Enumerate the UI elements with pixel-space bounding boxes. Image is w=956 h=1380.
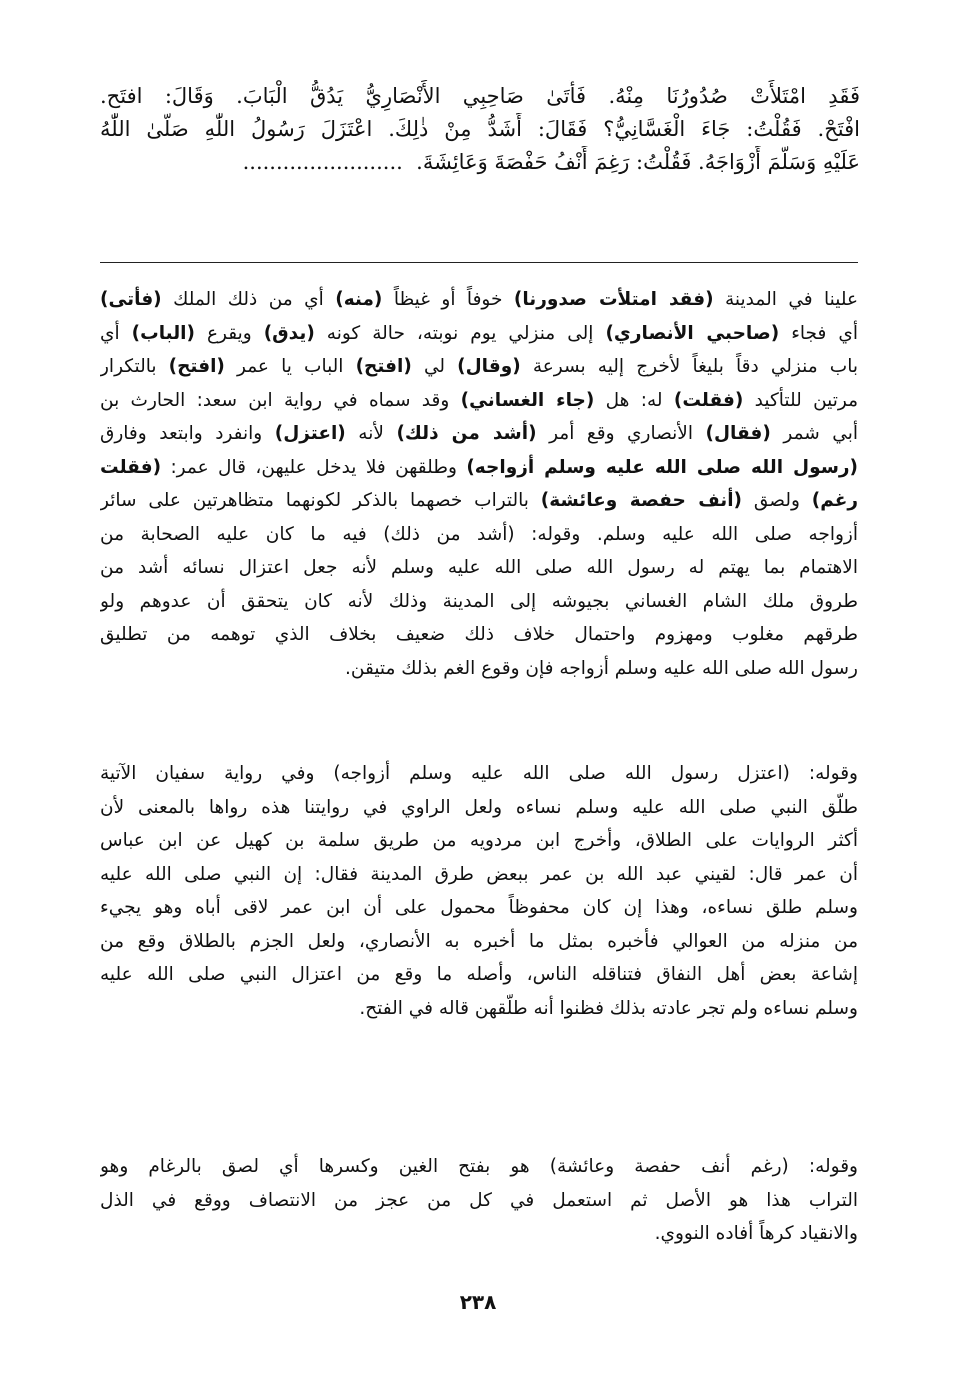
commentary-line — [100, 858, 858, 892]
commentary-text: أي فجاء — [779, 322, 858, 344]
ellipsis-dots: ........................ — [242, 150, 403, 174]
quoted-phrase: (فقلت — [100, 456, 162, 478]
commentary-text: وطلقهن فلا يدخل عليهن، قال عمر: — [161, 456, 467, 478]
commentary-line — [100, 891, 858, 925]
quoted-phrase: (فقد امتلأت صدورنا) — [513, 289, 714, 310]
commentary-paragraph — [100, 283, 858, 685]
quoted-phrase: (افتح) — [168, 356, 225, 377]
quoted-phrase: (الباب) — [131, 322, 195, 344]
commentary-text: الباب يا عمر — [224, 356, 356, 377]
commentary-line — [100, 1150, 858, 1184]
quoted-phrase: (منه) — [335, 289, 383, 310]
commentary-text: بالتكرار — [100, 356, 169, 377]
commentary-line — [100, 618, 858, 652]
commentary-line — [100, 283, 858, 317]
quoted-phrase: (وقال) — [457, 356, 521, 377]
commentary-line — [100, 350, 858, 384]
commentary-line — [100, 317, 858, 351]
commentary-text: التراب هذا هو الأصل ثم استعمل في كل من عجز من الانتصاف ووقع في الذل — [100, 1189, 858, 1211]
quoted-phrase: (اعتزل) — [274, 423, 346, 444]
hadith-text — [100, 80, 860, 179]
commentary-line — [100, 451, 858, 485]
quoted-phrase: (فقال) — [705, 423, 771, 444]
commentary-line — [100, 992, 858, 1026]
footnote-divider — [100, 262, 858, 263]
commentary-text: الأنصاري وقع أمر — [536, 423, 706, 444]
quoted-phrase: (أشد من ذلك) — [396, 423, 537, 444]
commentary-text: علينا في المدينة — [713, 289, 858, 310]
commentary-line — [100, 757, 858, 791]
quoted-phrase: (فقلت) — [673, 389, 744, 411]
commentary-text: طرقهم مغلوب ومهزوم واحتمال خلاف ذلك ضعيف بخلاف الذي توهمه من تطليق — [100, 624, 858, 645]
commentary-text: إشاعة بعض أهل النفاق فتناقله الناس، وأصله ما وقع من اعتزال النبي صلى الله عليه — [100, 964, 858, 985]
quoted-phrase: (افتح) — [355, 356, 412, 377]
commentary-line — [100, 585, 858, 619]
commentary-text: وسلم نساءه ولم تجر عادته بذلك فظنوا أنه طلّقهن قاله في الفتح. — [359, 997, 858, 1019]
commentary-text: وانفرد وابتعد وفارق — [100, 423, 275, 444]
commentary-text: رسول الله صلى الله عليه وسلم أزواجه فإن وقوع الغم بذلك متيقن. — [345, 657, 858, 679]
commentary-paragraph — [100, 1150, 858, 1251]
commentary-text: أي من ذلك الملك — [161, 289, 336, 310]
quoted-phrase: (جاء الغساني) — [460, 389, 595, 411]
commentary-text: وسلم طلق نساءه، وهذا إن كان محفوظاً محمول على أن ابن عمر لاقى أباه وهو يجيء — [100, 897, 858, 918]
quoted-phrase: (يدق) — [263, 322, 315, 344]
commentary-text: طروق ملك الشام الغساني بجيوشه إلى المدينة وذلك لأنه كان يتحقق أن عدوهم ولو — [100, 590, 858, 612]
commentary-line — [100, 518, 858, 552]
commentary-line — [100, 925, 858, 959]
commentary-text: لأنه — [345, 423, 397, 444]
commentary-paragraph — [100, 757, 858, 1025]
commentary-text: من منزله من العوالي فأخبره بمثل ما أخبره به الأنصاري، ولعل الجزم بالطلاق وقع من — [100, 930, 858, 952]
commentary-text: طلّق النبي صلى الله عليه وسلم نساءه ولعل الراوي في روايتنا هذه رواها بالمعنى لأن — [100, 796, 858, 818]
quoted-phrase: (صاحبي الأنصاري) — [605, 322, 780, 344]
commentary-text: خوفاً أو غيظاً — [382, 289, 514, 310]
commentary-text: بالتراب خصهما بالذكر لكونهما متظاهرتين على سائر — [100, 490, 541, 511]
commentary-text: أزواجه صلى الله عليه وسلم. وقوله: (أشد من ذلك) فيه ما كان عليه الصحابة من — [100, 523, 858, 545]
commentary-line — [100, 652, 858, 686]
commentary-text: أي — [100, 322, 132, 344]
commentary-text: أكثر الروايات على الطلاق، وأخرج ابن مردويه من طريق سلمة بن كهيل عن ابن عباس — [100, 830, 858, 851]
commentary-line — [100, 1184, 858, 1218]
commentary-line — [100, 384, 858, 418]
quoted-phrase: (رسول الله صلى الله عليه وسلم أزواجه) — [466, 456, 858, 478]
commentary-text: وقوله: (اعتزل رسول الله صلى الله عليه وسلم أزواجه) وفي رواية سفيان الآتية — [100, 763, 858, 784]
commentary-line — [100, 958, 858, 992]
commentary-text: والانقياد كرهاً أفاده النووي. — [654, 1223, 858, 1244]
hadith-line-text: عَلَيْهِ وَسَلَّمَ أَزْوَاجَهُ. فَقُلْتُ: رَغِمَ أَنْفُ حَفْصَةَ وَعَائِشَةَ. — [416, 150, 860, 174]
commentary-text: له: هل — [594, 389, 674, 411]
commentary-line — [100, 824, 858, 858]
commentary-text: الاهتمام بما يهتم له رسول الله صلى الله عليه وسلم لأنه جعل اعتزال نسائه أشد من — [100, 557, 858, 578]
hadith-line: فَقَدِ امْتَلأَتْ صُدُورُنَا مِنْهُ. فَأَتَىٰ صَاحِبِي الأَنْصَارِيُّ يَدُقُّ الْبَابَ. وَقَالَ: افتَح. — [100, 84, 860, 108]
commentary-line — [100, 417, 858, 451]
quoted-phrase: (أنف حفصة وعائشة) — [540, 490, 742, 511]
commentary-line — [100, 551, 858, 585]
page-number: ٢٣٨ — [459, 1290, 497, 1314]
commentary-text: لي — [411, 356, 458, 377]
hadith-line: افْتَحْ. فَقُلْتُ: جَاءَ الْغَسَّانِيُّ؟ فَقَالَ: أَشَدُّ مِنْ ذٰلِكَ. اعْتَزَلَ رَسُولُ اللّٰهِ صَلَّىٰ اللّٰهُ — [100, 117, 860, 141]
quoted-phrase: (فأتى) — [100, 289, 162, 310]
hadith-line — [100, 146, 860, 179]
commentary-text: أن عمر قال: لقيني عبد الله بن عمر ببعض طرق المدينة فقال: إن النبي صلى الله عليه — [100, 863, 858, 885]
commentary-text: ويقرع — [194, 322, 264, 344]
commentary-line — [100, 484, 858, 518]
commentary-text: وقوله: (رغم أنف حفصة وعائشة) هو بفتح الغين وكسرها أي لصق بالرغام وهو — [100, 1156, 858, 1177]
commentary-line — [100, 1217, 858, 1251]
commentary-line — [100, 791, 858, 825]
commentary-text: إلى منزلي يوم نوبته، حالة كونه — [314, 322, 606, 344]
quoted-phrase: رغم) — [811, 490, 858, 511]
commentary-text: باب منزلي دقاً بليغاً لأخرج إليه بسرعة — [520, 356, 858, 377]
commentary-text: وقد سماه في رواية ابن سعد: الحارث بن — [100, 389, 461, 411]
commentary-text: ولصق — [742, 490, 812, 511]
commentary-text: مرتين للتأكيد — [743, 389, 858, 411]
commentary-text: أبي شمر — [770, 423, 858, 444]
